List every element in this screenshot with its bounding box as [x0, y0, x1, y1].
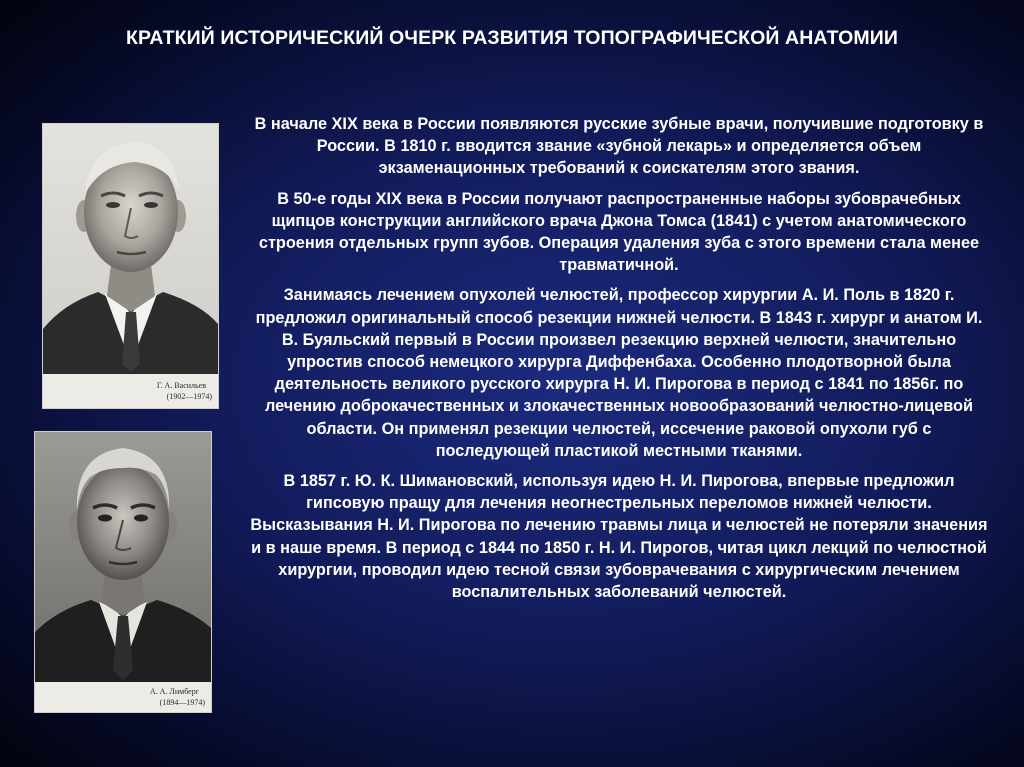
portrait-photo-vasiliev	[43, 124, 218, 408]
portrait-caption	[35, 686, 205, 708]
paragraph: В 50-е годы XIX века в России получают распространенные наборы зубоврачебных щипцов конструкции английского врача Джона Томса (1841) с учетом анатомического строения отдельных групп зубов. Операция удаления зуба с этого времени стала менее травматичной.	[258, 189, 980, 275]
body-text	[250, 113, 988, 611]
portrait-caption	[43, 380, 212, 402]
portrait-image	[43, 124, 218, 374]
paragraph: В начале XIX века в России появляются русские зубные врачи, получившие подготовку в России. В 1810 г. вводится звание «зубной лекарь» и определяется объем экзаменационных требований к соискателям этого звания.	[254, 115, 984, 178]
slide-title: КРАТКИЙ ИСТОРИЧЕСКИЙ ОЧЕРК РАЗВИТИЯ ТОПОГРАФИЧЕСКОЙ АНАТОМИИ	[125, 27, 898, 49]
portrait-years: (1894—1974)	[159, 698, 205, 707]
paragraph: В 1857 г. Ю. К. Шимановский, используя идею Н. И. Пирогова, впервые предложил гипсовую пращу для лечения неогнестрельных переломов нижней челюсти. Высказывания Н. И. Пирогова по лечению травмы лица и челюстей не потеряли значения и в наше время. В период с 1844 по 1850 г. Н. И. Пирогов, читая цикл лекций по челюстной хирургии, проводил идею тесной связи зубоврачевания с хирургическим лечением воспалительных заболеваний челюстей.	[250, 472, 988, 602]
portrait-photo-limberg	[35, 432, 211, 712]
portrait-years: (1902—1974)	[166, 392, 212, 401]
portrait-name: Г. А. Васильев	[156, 381, 206, 390]
paragraph: Занимаясь лечением опухолей челюстей, профессор хирургии А. И. Поль в 1820 г. предложил оригинальный способ резекции нижней челюсти. В 1843 г. хирург и анатом И. В. Буяльский первый в России произвел резекцию верхней челюсти, значительно упростив способ немецкого хирурга Диффенбаха. Особенно плодотворной была деятельность великого русского хирурга Н. И. Пирогова в период с 1841 по 1856г. по лечению доброкачественных и злокачественных новообразований челюстно-лицевой области. Он применял резекции челюстей, иссечение раковой опухоли губ с последующей пластикой местными тканями.	[255, 286, 983, 460]
portrait-image	[35, 432, 211, 682]
portrait-name: А. А. Лимберг	[149, 687, 199, 696]
